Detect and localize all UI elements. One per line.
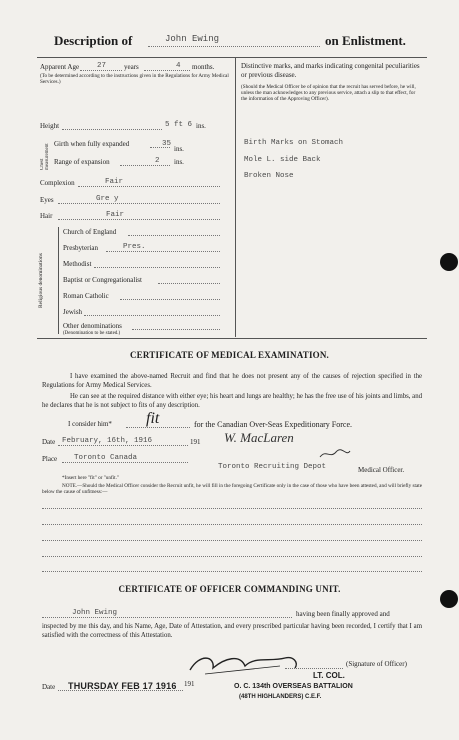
medical-year-suffix: 191 [190,438,201,446]
girth-unit: ins. [174,145,184,153]
age-note: (To be determined according to the instructions given in the Regulations for Army Medical Services.) [40,73,229,85]
officer-year-suffix: 191 [184,680,195,688]
girth-label: Girth when fully expanded [54,140,130,148]
mark-1: Birth Marks on Stomach [244,139,344,147]
unfit-note: NOTE.—Should the Medical Officer consider the Recruit unfit, he will fill in the foregoing Certificate only in the case of those who have been attested, and will briefly state below the cause of unfitness:— [42,483,422,495]
age-years: 27 [97,62,107,70]
complexion-label: Complexion [40,179,75,187]
girth-value: 35 [162,140,172,148]
approved-text: having been finally approved and [296,610,390,618]
religion-church-of-england: Church of England [63,228,117,236]
height-label: Height [40,122,60,130]
consider-prefix: I consider him* [68,420,112,428]
consider-suffix: for the Canadian Over-Seas Expeditionary Force. [194,420,353,429]
medical-officer-label: Medical Officer. [358,466,405,474]
place-label: Place [42,455,58,463]
stamp-line-2: (48TH HIGHLANDERS) C.E.F. [239,694,322,700]
medical-date-label: Date [42,438,56,446]
officer-rank: LT. COL. [313,671,345,680]
officer-date-stamp: THURSDAY FEB 17 1916 [68,681,177,691]
top-rule [37,57,427,58]
officer-date-label: Date [42,683,56,691]
mid-rule [37,338,427,339]
hair-label: Hair [40,212,53,220]
medical-para-1: I have examined the above-named Recruit and find that he does not present any of the causes of rejection specified in the Regulations for Army Medical Services. [42,373,422,389]
title-prefix: Description of [54,33,133,48]
complexion-value: Fair [105,178,124,186]
marks-heading: Distinctive marks, and marks indicating congenital peculiarities or previous disease. [241,62,420,79]
religion-jewish: Jewish [63,308,83,316]
religion-label: Religious denominations [38,253,44,308]
eyes-label: Eyes [40,196,54,204]
medical-para-2: He can see at the required distance with either eye; his heart and lungs are healthy; he has the free use of his joints and limbs, and he declares that he is not subject to fits of any description. [42,393,422,409]
place-value: Toronto Canada [74,454,138,462]
range-value: 2 [155,157,160,165]
insert-note: *Insert here "fit" or "unfit." [62,475,120,481]
officer-place: Toronto Recruiting Depot [218,463,327,471]
medical-date-value: February, 16th, 1916 [62,437,153,445]
binder-hole-lower [440,590,458,608]
religion-value: Pres. [123,243,146,251]
years-label: years [124,63,139,71]
range-unit: ins. [174,158,184,166]
initials-scrawl [318,447,352,461]
height-value: 5 ft 6 [165,121,193,129]
officer-statement: inspected by me this day, and his Name, Age, Date of Attestation, and every prescribed particular having been recorded, I certify that I am satisfied with the correctness of this Attestation. [42,623,422,639]
age-months: 4 [176,62,181,70]
religion-presbyterian: Presbyterian [63,244,98,252]
months-label: months. [192,63,215,71]
signature-label: (Signature of Officer) [346,660,407,668]
religion-roman-catholic: Roman Catholic [63,292,109,300]
height-unit: ins. [196,122,206,130]
recruit-name: John Ewing [165,34,220,44]
officer-signature [185,648,305,678]
religion-bracket [58,227,59,334]
religion-other-note: (Denomination to be stated.) [63,331,121,336]
religion-other: Other denominations [63,322,122,330]
officer-heading: CERTIFICATE OF OFFICER COMMANDING UNIT. [118,584,341,594]
binder-hole-upper [440,253,458,271]
mark-3: Broken Nose [244,172,294,180]
consider-value: fit [146,410,160,427]
medical-signature: W. MacLaren [224,430,294,445]
column-divider [235,57,236,337]
medical-heading: CERTIFICATE OF MEDICAL EXAMINATION. [129,350,330,360]
hair-value: Fair [106,211,125,219]
marks-note: (Should the Medical Officer be of opinion that the recruit has served before, he will, unless the man acknowledges to any previous service, attach a slip to that effect, for the information of the Approving Officer). [241,84,416,102]
mark-2: Mole L. side Back [244,156,321,164]
title-suffix: on Enlistment. [325,33,406,48]
religion-baptist: Baptist or Congregationalist [63,276,142,284]
religion-methodist: Methodist [63,260,92,268]
age-label: Apparent Age [40,63,80,71]
range-label: Range of expansion [54,158,110,166]
stamp-line-1: O. C. 134th OVERSEAS BATTALION [234,683,353,690]
eyes-value: Gre y [96,195,119,203]
chest-label: Chest measurement [40,143,50,170]
officer-recruit-name: John Ewing [72,609,118,617]
